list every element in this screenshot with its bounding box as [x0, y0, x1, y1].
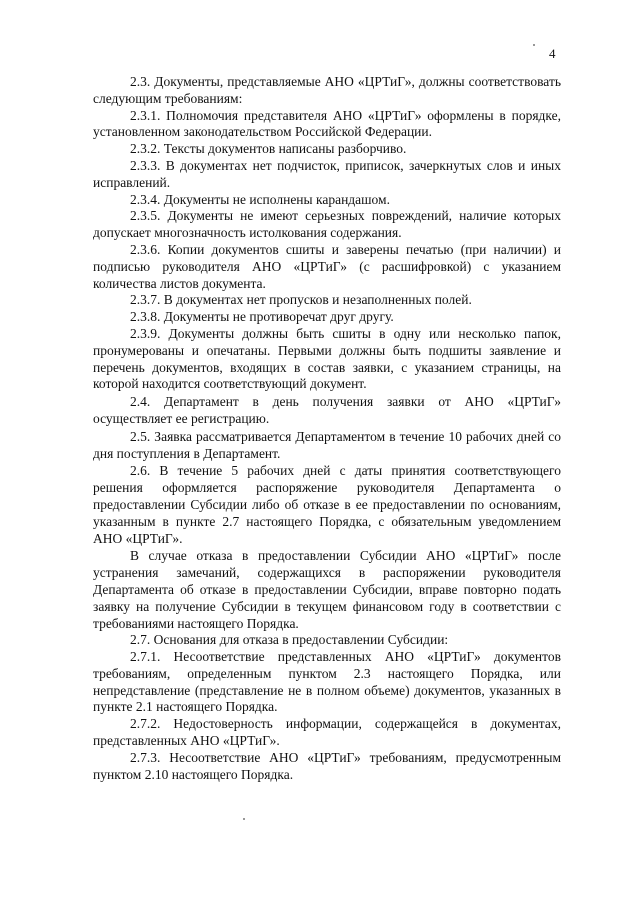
paragraph-2-6: 2.6. В течение 5 рабочих дней с даты принятия соответствующего решения оформляется распоряжение руководителя Департамента о предоставлении Субсидии либо об отказе в ее предоставлении по основаниям, указанным в пункте 2.7 настоящего Порядка, с обязательным уведомлением АНО «ЦРТиГ».: [93, 463, 561, 546]
paragraph-2-7: 2.7. Основания для отказа в предоставлении Субсидии:: [130, 632, 449, 648]
paragraph-2-7-1: 2.7.1. Несоответствие представленных АНО «ЦРТиГ» документов требованиям, определенным пунктом 2.3 настоящего Порядка, или непредставление (представление не в полном объеме) документов, указанных в пункте 2.1 настоящего Порядка.: [93, 649, 561, 715]
page-number: 4: [549, 46, 556, 61]
paragraph-2-3-4: 2.3.4. Документы не исполнены карандашом.: [130, 191, 390, 207]
paragraph-2-7-2: 2.7.2. Недостоверность информации, содержащейся в документах, представленных АНО «ЦРТиГ».: [93, 716, 561, 749]
document-body: [93, 74, 561, 783]
paragraph-2-3-8: 2.3.8. Документы не противоречат друг другу.: [130, 309, 394, 325]
paragraph-2-3-6: 2.3.6. Копии документов сшиты и заверены печатью (при наличии) и подписью руководителя АНО «ЦРТиГ» (с расшифровкой) с указанием количества листов документа.: [93, 241, 561, 291]
paragraph-2-3: 2.3. Документы, представляемые АНО «ЦРТиГ», должны соответствовать следующим требованиям:: [93, 74, 561, 106]
paragraph-refusal-case: В случае отказа в предоставлении Субсидии АНО «ЦРТиГ» после устранения замечаний, содержащихся в распоряжении руководителя Департамента об отказе в предоставлении Субсидии, вправе повторно подать заявку на получение Субсидии в текущем финансовом году в соответствии с требованиями настоящего Порядка.: [93, 548, 561, 631]
paragraph-2-3-7: 2.3.7. В документах нет пропусков и незаполненных полей.: [130, 292, 472, 308]
scan-speck: [243, 818, 245, 820]
paragraph-2-3-9: 2.3.9. Документы должны быть сшиты в одну или несколько папок, пронумерованы и опечатаны. Первыми должны быть подшиты заявление и перечень документов, входящих в состав заявки, с указанием страницы, на которой находится соответствующий документ.: [93, 325, 561, 392]
paragraph-2-3-2: 2.3.2. Тексты документов написаны разборчиво.: [130, 141, 407, 157]
paragraph-2-3-1: 2.3.1. Полномочия представителя АНО «ЦРТиГ» оформлены в порядке, установленном законодательством Российской Федерации.: [93, 107, 561, 140]
paragraph-2-4: 2.4. Департамент в день получения заявки от АНО «ЦРТиГ» осуществляет ее регистрацию.: [93, 394, 561, 426]
paragraph-2-3-5: 2.3.5. Документы не имеют серьезных повреждений, наличие которых допускает многозначность истолкования содержания.: [93, 208, 561, 241]
scan-speck: [533, 44, 535, 46]
paragraph-2-3-3: 2.3.3. В документах нет подчисток, приписок, зачеркнутых слов и иных исправлений.: [93, 157, 561, 190]
paragraph-2-7-3: 2.7.3. Несоответствие АНО «ЦРТиГ» требованиям, предусмотренным пунктом 2.10 настоящего Порядка.: [93, 749, 561, 782]
paragraph-2-5: 2.5. Заявка рассматривается Департаментом в течение 10 рабочих дней со дня поступления в Департамент.: [93, 428, 561, 461]
